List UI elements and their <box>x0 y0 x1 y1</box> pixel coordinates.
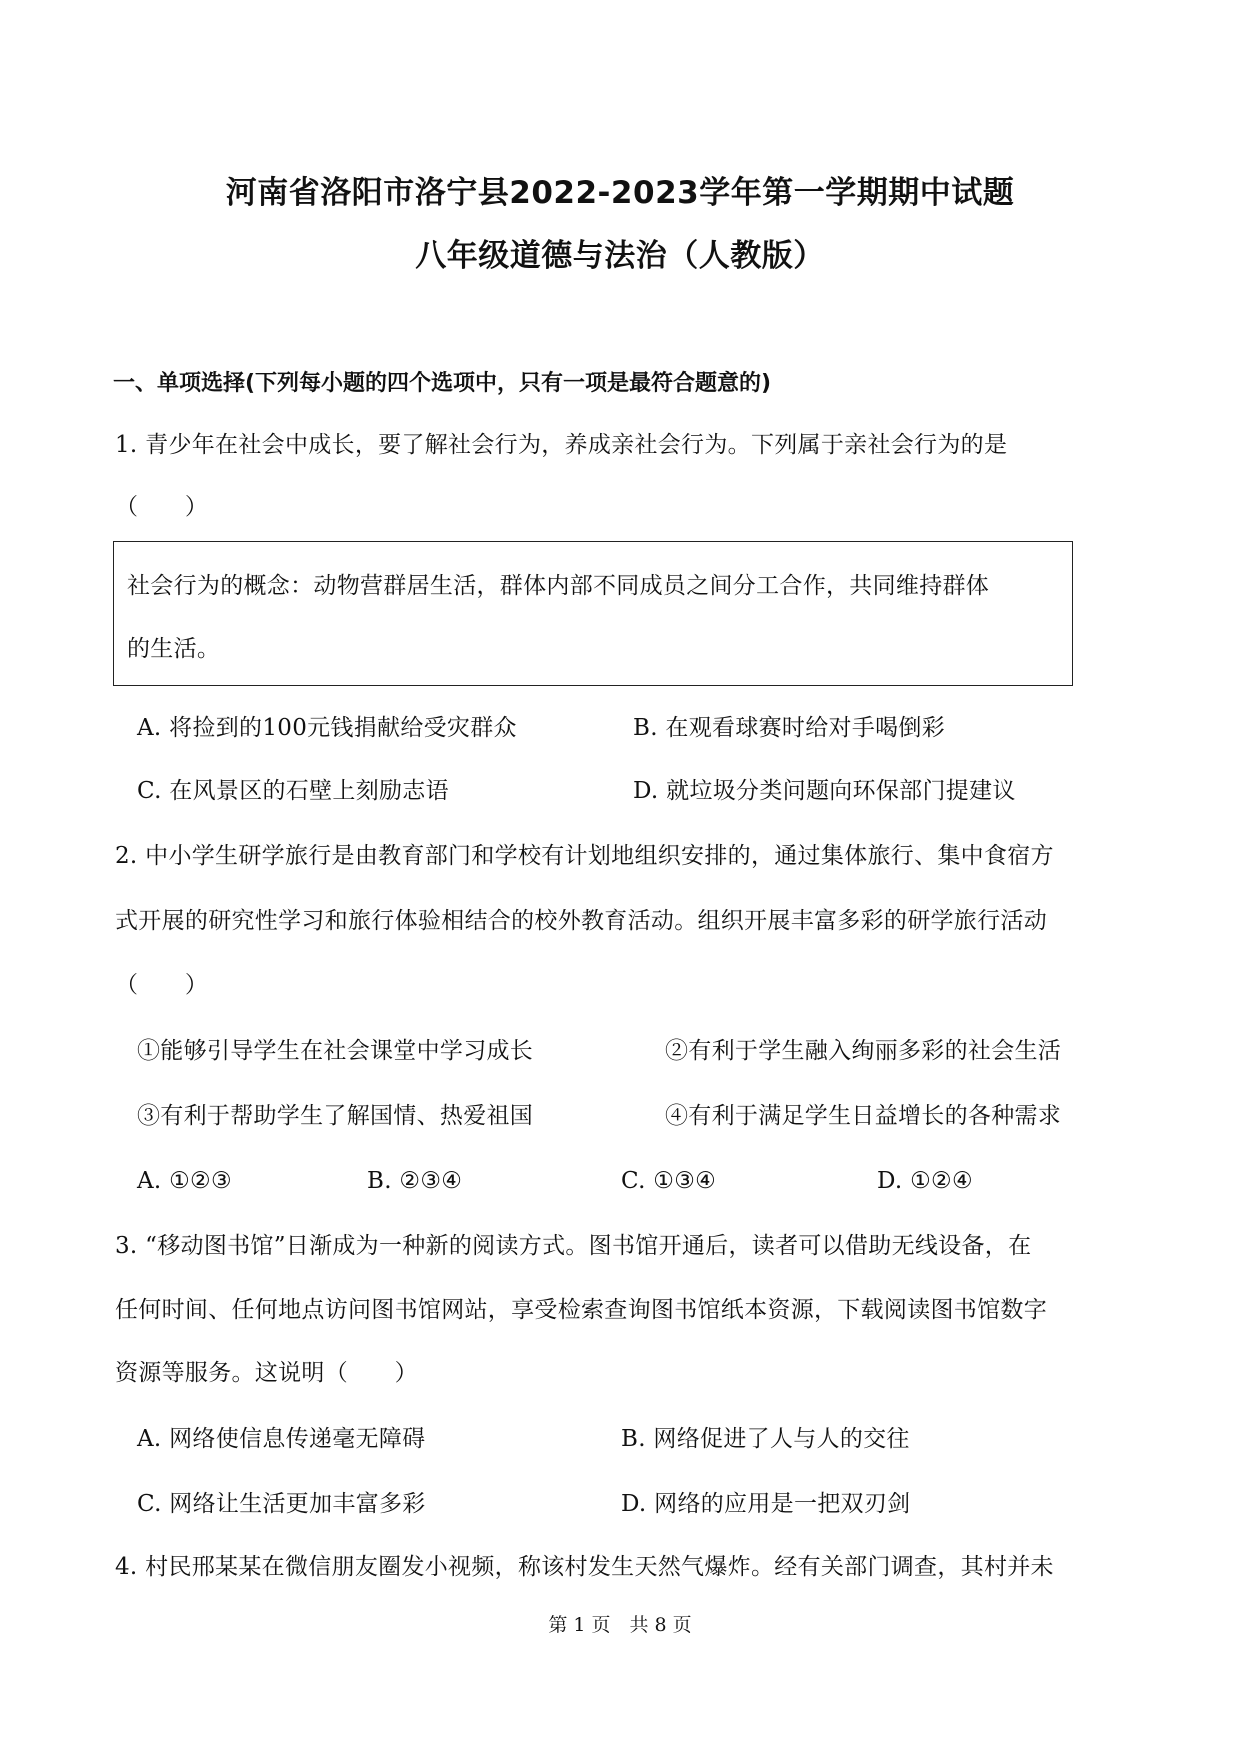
q4-stem-line1: 4. 村民邢某某在微信朋友圈发小视频，称该村发生天然气爆炸。经有关部门调查，其村并未 <box>115 1554 1054 1580</box>
q1-stem-line1: 1. 青少年在社会中成长，要了解社会行为，养成亲社会行为。下列属于亲社会行为的是 <box>115 432 1008 458</box>
q2-option-d: D. ①②④ <box>877 1168 973 1194</box>
q2-statement-3: ③有利于帮助学生了解国情、热爱祖国 <box>137 1103 534 1129</box>
q3-stem-line1: 3. “移动图书馆”日渐成为一种新的阅读方式。图书馆开通后，读者可以借助无线设备，在 <box>115 1233 1032 1259</box>
q2-statement-2: ②有利于学生融入绚丽多彩的社会生活 <box>665 1038 1062 1064</box>
page-number: 第 1 页 共 8 页 <box>548 1614 692 1636</box>
q1-answer-blank: （ ） <box>115 494 209 520</box>
q1-option-d: D. 就垃圾分类问题向环保部门提建议 <box>633 778 1016 804</box>
q3-option-d: D. 网络的应用是一把双刃剑 <box>621 1491 911 1517</box>
q2-answer-blank: （ ） <box>115 972 209 998</box>
q3-option-b: B. 网络促进了人与人的交往 <box>621 1426 910 1452</box>
q3-option-c: C. 网络让生活更加丰富多彩 <box>137 1491 426 1517</box>
q2-statement-1: ①能够引导学生在社会课堂中学习成长 <box>137 1038 534 1064</box>
q2-option-b: B. ②③④ <box>367 1168 463 1194</box>
q2-stem-line2: 式开展的研究性学习和旅行体验相结合的校外教育活动。组织开展丰富多彩的研学旅行活动 <box>115 908 1047 934</box>
exam-title-line2: 八年级道德与法治（人教版） <box>415 238 825 274</box>
section-heading: 一、单项选择(下列每小题的四个选项中，只有一项是最符合题意的) <box>113 371 772 396</box>
concept-box-line1: 社会行为的概念：动物营群居生活，群体内部不同成员之间分工合作，共同维持群体 <box>127 573 990 599</box>
exam-title-line1: 河南省洛阳市洛宁县2022-2023学年第一学期期中试题 <box>225 175 1015 211</box>
concept-box-line2: 的生活。 <box>127 636 221 662</box>
q3-option-a: A. 网络使信息传递毫无障碍 <box>137 1426 426 1452</box>
q2-option-c: C. ①③④ <box>621 1168 717 1194</box>
q2-stem-line1: 2. 中小学生研学旅行是由教育部门和学校有计划地组织安排的，通过集体旅行、集中食宿方 <box>115 843 1054 869</box>
q2-option-a: A. ①②③ <box>137 1168 232 1194</box>
q1-option-a: A. 将捡到的100元钱捐献给受灾群众 <box>137 715 517 741</box>
concept-box <box>113 541 1073 686</box>
q1-option-b: B. 在观看球赛时给对手喝倒彩 <box>633 715 946 741</box>
q1-option-c: C. 在风景区的石壁上刻励志语 <box>137 778 449 804</box>
q2-statement-4: ④有利于满足学生日益增长的各种需求 <box>665 1103 1062 1129</box>
q3-stem-line3: 资源等服务。这说明（ ） <box>115 1360 418 1386</box>
q3-stem-line2: 任何时间、任何地点访问图书馆网站，享受检索查询图书馆纸本资源，下载阅读图书馆数字 <box>115 1297 1047 1323</box>
